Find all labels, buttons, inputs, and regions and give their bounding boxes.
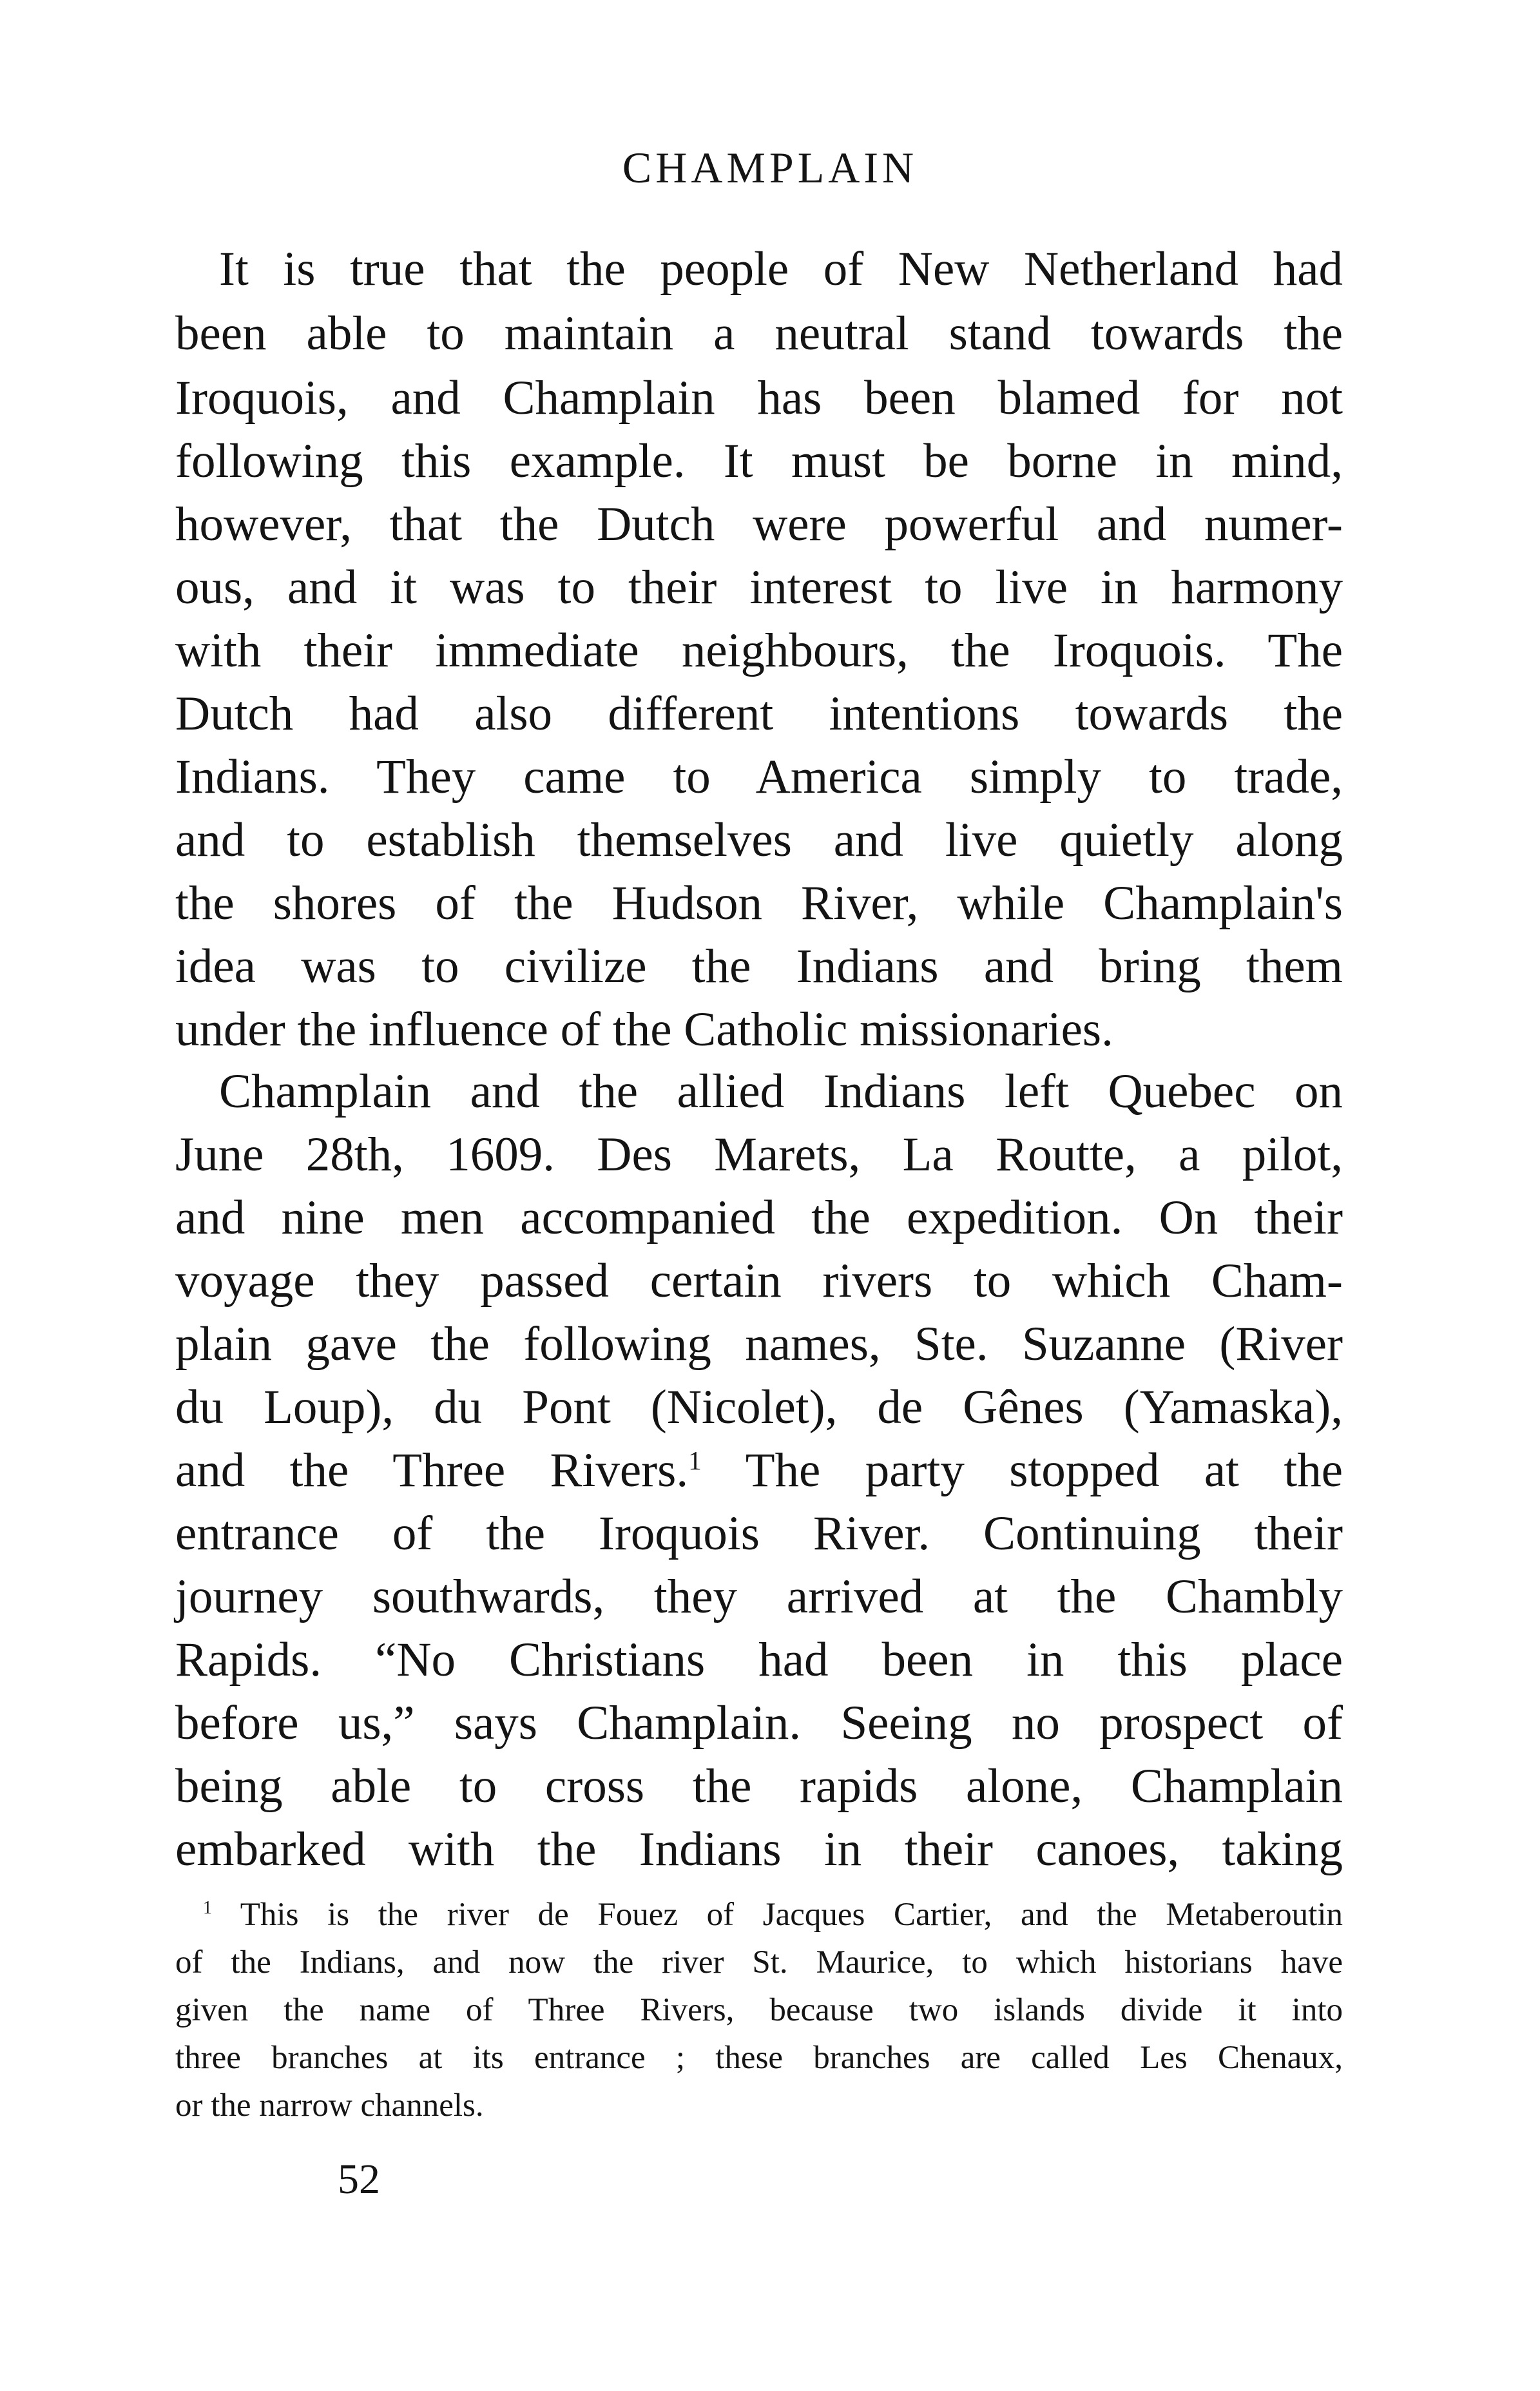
body-line: entrance of the Iroquois River. Continuing their <box>175 1507 1343 1560</box>
body-line: Dutch had also different intentions towards the <box>175 687 1343 741</box>
body-line-head: and the Three Rivers. <box>175 1444 689 1497</box>
body-line: however, that the Dutch were powerful and numer- <box>175 498 1343 551</box>
body-line: plain gave the following names, Ste. Suzanne (River <box>175 1317 1343 1371</box>
body-line: Indians. They came to America simply to trade, <box>175 750 1343 804</box>
footnote-line <box>203 1893 1343 1936</box>
footnote-text: This is the river de Fouez of Jacques Cartier, and the Metaberoutin <box>240 1897 1343 1933</box>
body-line: Champlain and the allied Indians left Quebec on <box>219 1065 1343 1118</box>
footnote-reference: 1 <box>688 1446 702 1475</box>
page-number: 52 <box>338 2156 380 2203</box>
footnote-line: of the Indians, and now the river St. Maurice, to which historians have <box>175 1944 1343 1980</box>
running-head: CHAMPLAIN <box>622 143 918 192</box>
body-line: Iroquois, and Champlain has been blamed for not <box>175 371 1343 425</box>
body-line: It is true that the people of New Netherland had <box>219 242 1343 296</box>
body-line: journey southwards, they arrived at the Chambly <box>175 1570 1343 1623</box>
footnote-line: given the name of Three Rivers, because two islands divide it into <box>175 1992 1343 2028</box>
body-line: under the influence of the Catholic missionaries. <box>175 1003 1113 1056</box>
body-line: been able to maintain a neutral stand towards the <box>175 307 1343 360</box>
body-line-with-footnote-ref <box>175 1440 1343 1502</box>
footnote-line: or the narrow channels. <box>175 2087 484 2124</box>
body-line: Rapids. “No Christians had been in this place <box>175 1633 1343 1687</box>
body-line: June 28th, 1609. Des Marets, La Routte, a pilot, <box>175 1128 1343 1181</box>
body-line: before us,” says Champlain. Seeing no prospect of <box>175 1696 1343 1750</box>
body-line: and nine men accompanied the expedition. On their <box>175 1191 1343 1244</box>
body-line: voyage they passed certain rivers to which Cham- <box>175 1254 1343 1308</box>
body-line: ous, and it was to their interest to live in harmony <box>175 561 1343 614</box>
body-line: being able to cross the rapids alone, Champlain <box>175 1759 1343 1813</box>
body-line: and to establish themselves and live quietly along <box>175 813 1343 867</box>
body-line-tail: The party stopped at the <box>701 1444 1343 1497</box>
body-line: with their immediate neighbours, the Iroquois. The <box>175 624 1343 677</box>
body-line: embarked with the Indians in their canoes, taking <box>175 1823 1343 1876</box>
body-line: following this example. It must be borne in mind, <box>175 434 1343 488</box>
body-line: idea was to civilize the Indians and bring them <box>175 940 1343 993</box>
footnote-line: three branches at its entrance ; these branches are called Les Chenaux, <box>175 2040 1343 2076</box>
footnote-marker: 1 <box>203 1898 213 1918</box>
body-line: the shores of the Hudson River, while Champlain's <box>175 876 1343 930</box>
body-line: du Loup), du Pont (Nicolet), de Gênes (Yamaska), <box>175 1380 1343 1434</box>
